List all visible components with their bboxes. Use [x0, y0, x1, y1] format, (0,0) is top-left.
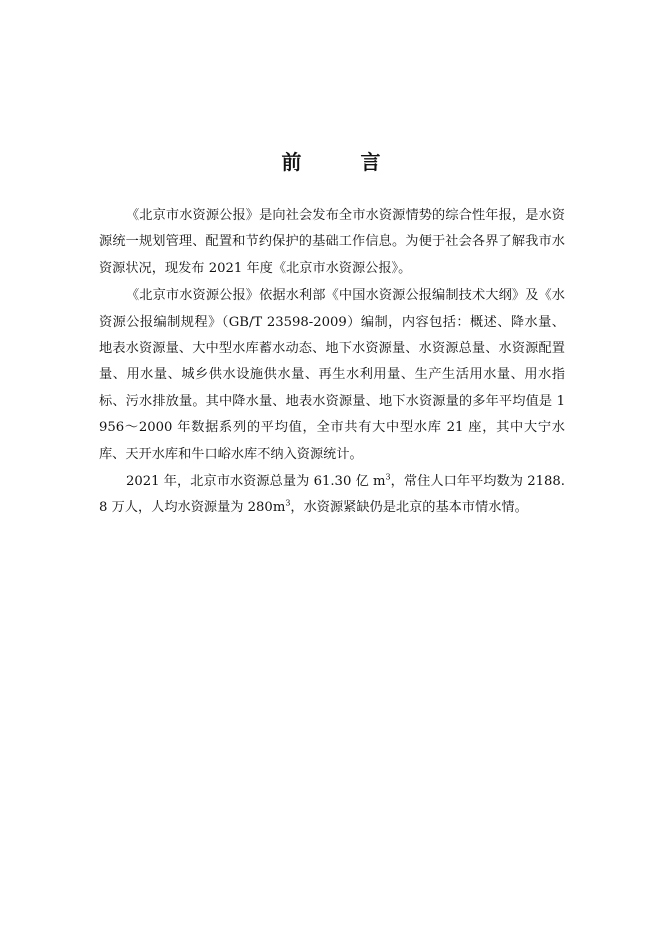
paragraph-intro: 《北京市水资源公报》是向社会发布全市水资源情势的综合性年报，是水资源统一规划管理、配置和节约保护的基础工作信息。为便于社会各界了解我市水资源状况，现发布 2021 年度《北京市水资源公报》。	[99, 208, 565, 276]
page-title: 前 言	[281, 150, 407, 174]
summary-text-part-2: ，常住人口年平均数为 2188.8 万人，人均水资源量为 280m	[99, 474, 565, 516]
paragraph-contents: 《北京市水资源公报》依据水利部《中国水资源公报编制技术大纲》及《水资源公报编制规程》（GB/T 23598-2009）编制，内容包括：概述、降水量、地表水资源量、大中型水库蓄水动态、地下水资源量、水资源总量、水资源配置量、用水量、城乡供水设施供水量、再生水利用量、生产生活用水量、用水指标、污水排放量。其中降水量、地表水资源量、地下水资源量的多年平均值是 1956～2000 年数据系列的平均值，全市共有大中型水库 21 座，其中大宁水库、天开水库和牛口峪水库不纳入资源统计。	[99, 288, 565, 462]
document-body	[99, 203, 565, 523]
summary-text-part-3: ，水资源紧缺仍是北京的基本市情水情。	[290, 500, 528, 516]
paragraph-summary	[99, 469, 565, 522]
cubic-superscript: 3	[285, 499, 291, 509]
cubic-superscript: 3	[385, 472, 391, 482]
summary-text-part-1: 2021 年，北京市水资源总量为 61.30 亿 m	[126, 474, 386, 490]
